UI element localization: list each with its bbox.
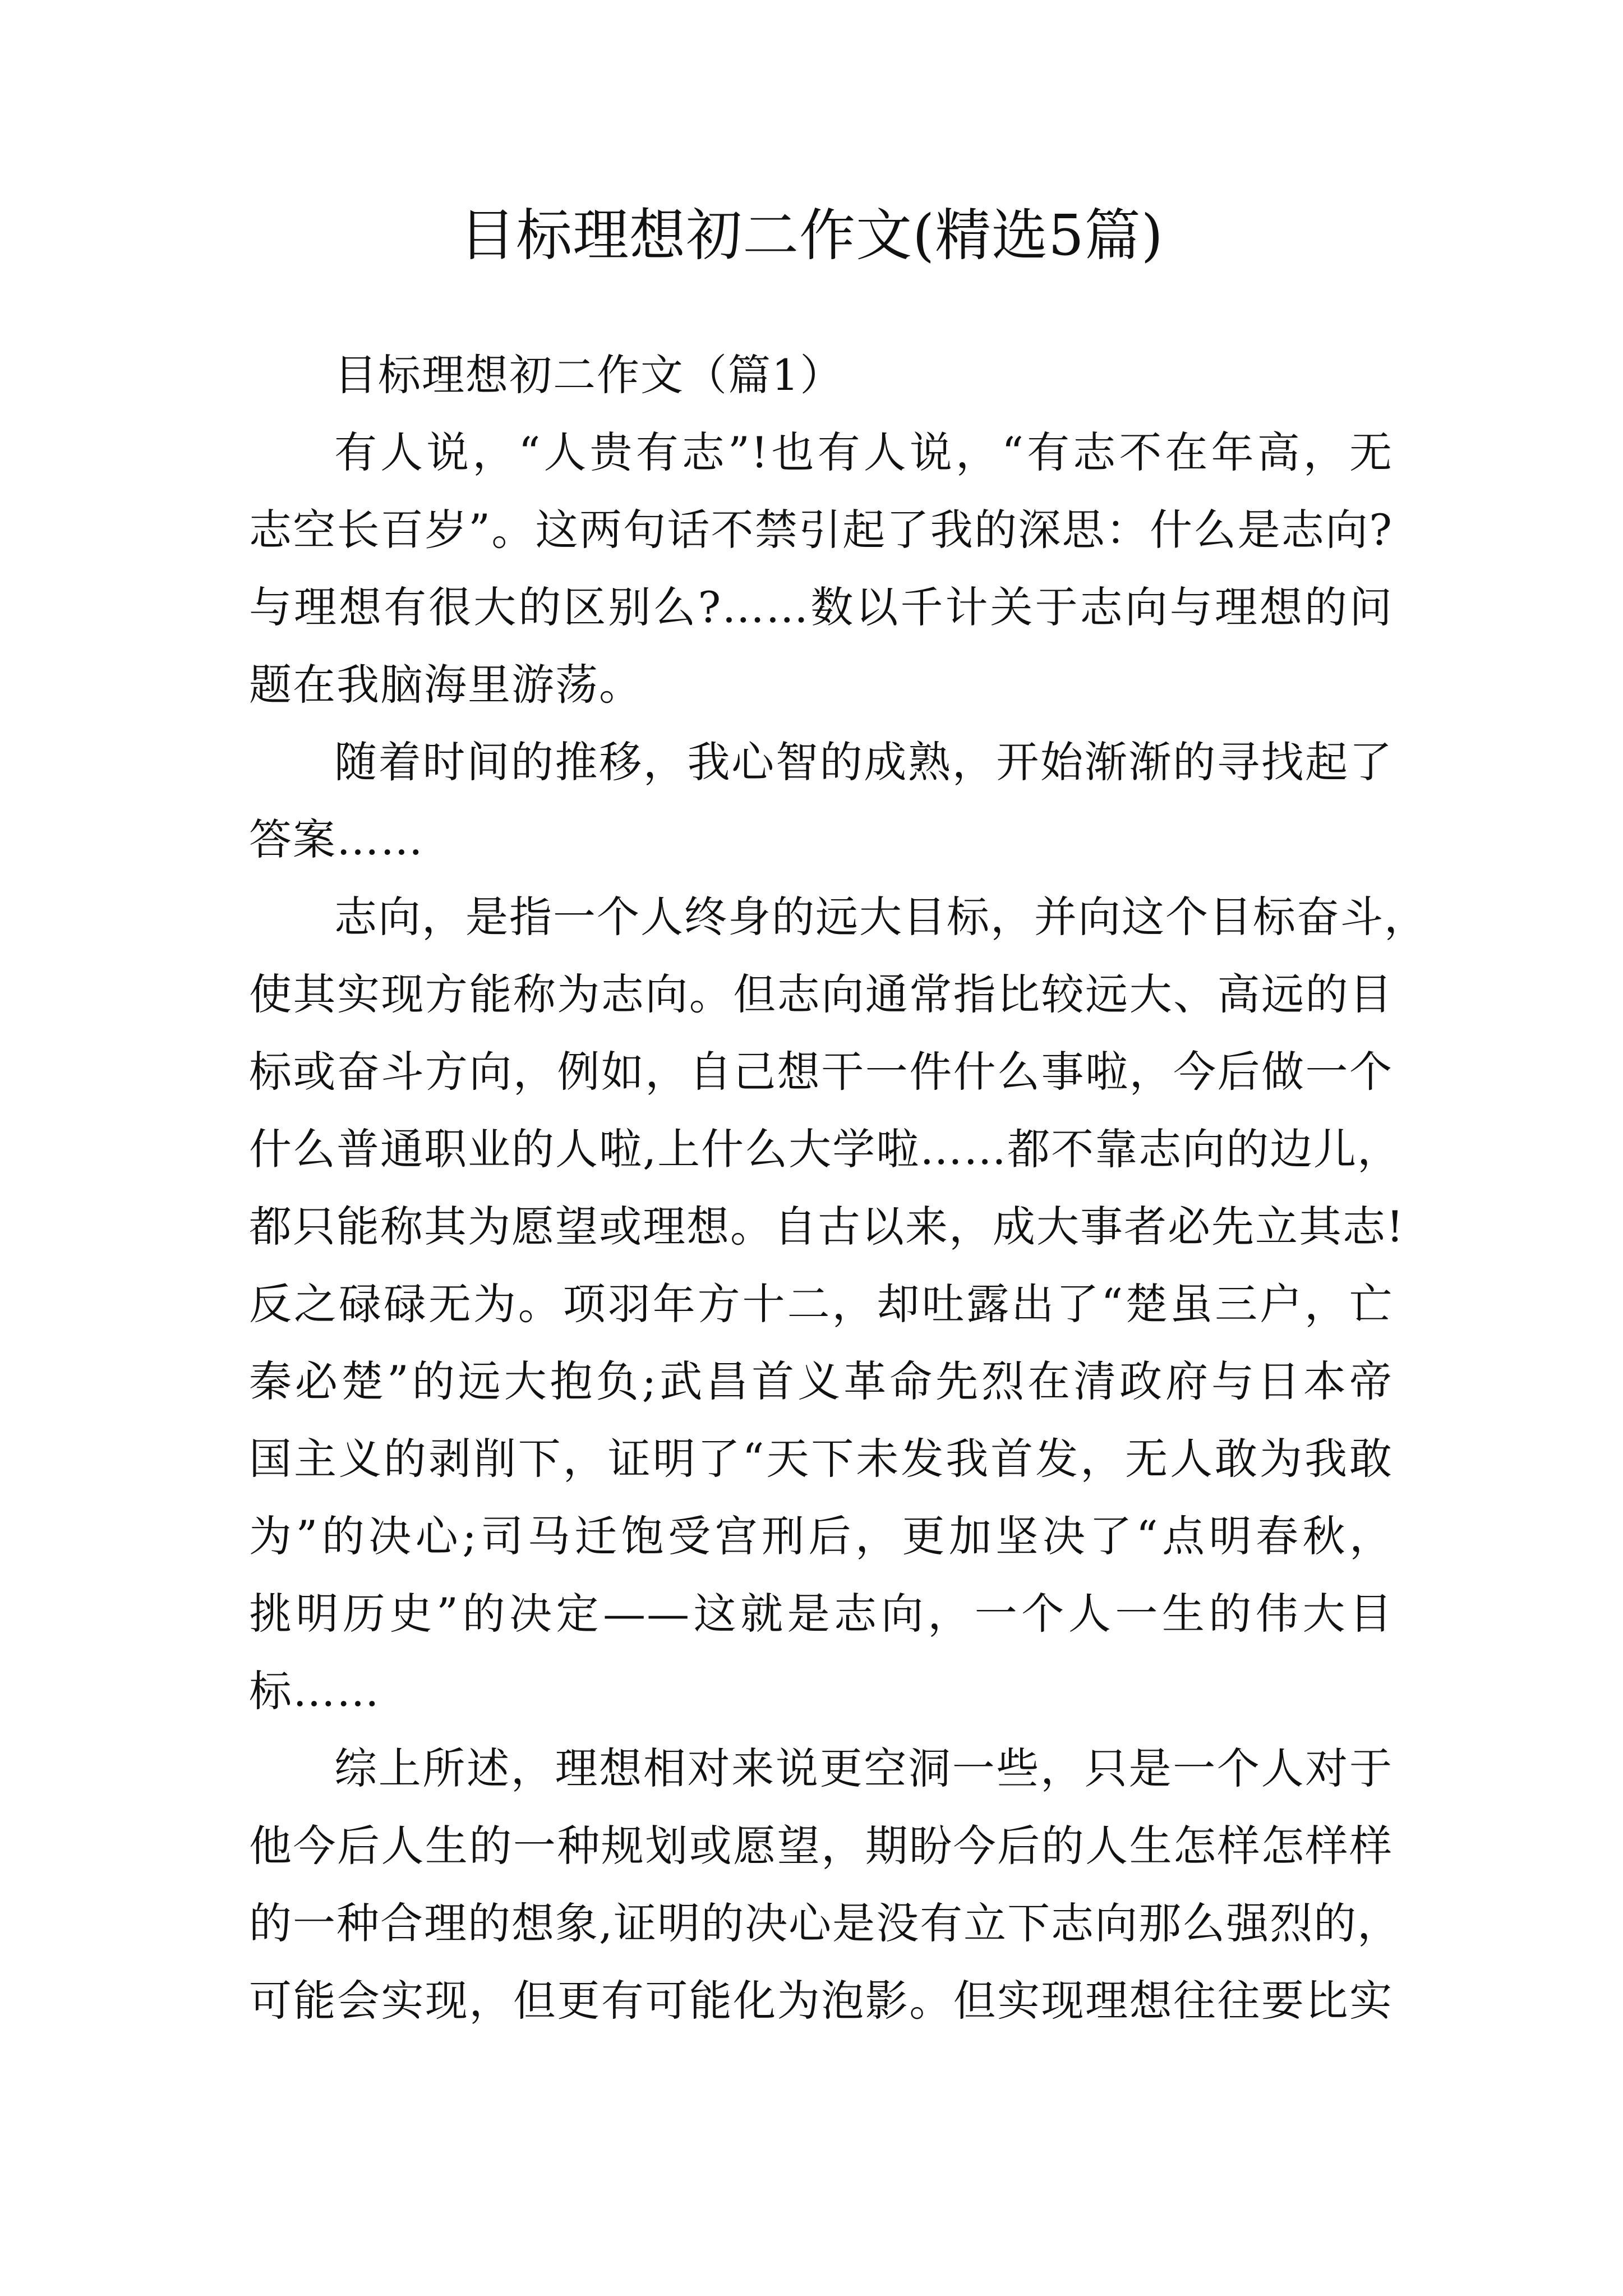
paragraph-line: 的一种合理的想象,证明的决心是没有立下志向那么强烈的，	[249, 1898, 1401, 1948]
section-heading: 目标理想初二作文（篇1）	[334, 350, 844, 400]
paragraph-line: 题在我脑海里游荡。	[249, 660, 643, 710]
paragraph-line: 国主义的剥削下，证明了“天下未发我首发，无人敢为我敢	[249, 1434, 1393, 1484]
paragraph-3	[249, 878, 1428, 1730]
paragraph-line: 随着时间的推移，我心智的成熟，开始渐渐的寻找起了	[334, 737, 1393, 787]
paragraph-line: 与理想有很大的区别么?……数以千计关于志向与理想的问	[249, 582, 1393, 632]
paragraph-line: 标……	[249, 1666, 380, 1716]
paragraph-2	[249, 724, 1393, 878]
paragraph-line: 有人说，“人贵有志”!也有人说，“有志不在年高，无	[334, 427, 1393, 477]
paragraph-line: 答案……	[249, 815, 424, 864]
paragraph-line: 都只能称其为愿望或理想。自古以来，成大事者必先立其志!	[249, 1202, 1405, 1251]
paragraph-line: 使其实现方能称为志向。但志向通常指比较远大、高远的目	[249, 969, 1393, 1019]
paragraph-1	[249, 414, 1393, 724]
paragraph-line: 为”的决心;司马迁饱受宫刑后，更加坚决了“点明春秋，	[249, 1511, 1393, 1561]
paragraph-line: 综上所述，理想相对来说更空洞一些，只是一个人对于	[334, 1743, 1393, 1793]
paragraph-line: 挑明历史”的决定——这就是志向，一个人一生的伟大目	[249, 1589, 1393, 1639]
paragraph-line: 志向，是指一个人终身的远大目标，并向这个目标奋斗，	[334, 892, 1428, 942]
paragraph-line: 志空长百岁”。这两句话不禁引起了我的深思：什么是志向?	[249, 505, 1393, 555]
document-body	[249, 337, 1428, 2040]
paragraph-line: 什么普通职业的人啦,上什么大学啦……都不靠志向的边儿，	[249, 1124, 1401, 1174]
paragraph-line: 反之碌碌无为。项羽年方十二，却吐露出了“楚虽三户，亡	[249, 1279, 1393, 1329]
paragraph-line: 标或奋斗方向，例如，自己想干一件什么事啦，今后做一个	[249, 1047, 1393, 1097]
paragraph-4	[249, 1730, 1401, 2040]
paragraph-line: 可能会实现，但更有可能化为泡影。但实现理想往往要比实	[249, 1976, 1393, 2026]
document-title: 目标理想初二作文(精选5篇)	[459, 203, 1164, 268]
paragraph-line: 他今后人生的一种规划或愿望，期盼今后的人生怎样怎样样	[249, 1821, 1393, 1871]
paragraph-line: 秦必楚”的远大抱负;武昌首义革命先烈在清政府与日本帝	[249, 1356, 1393, 1406]
